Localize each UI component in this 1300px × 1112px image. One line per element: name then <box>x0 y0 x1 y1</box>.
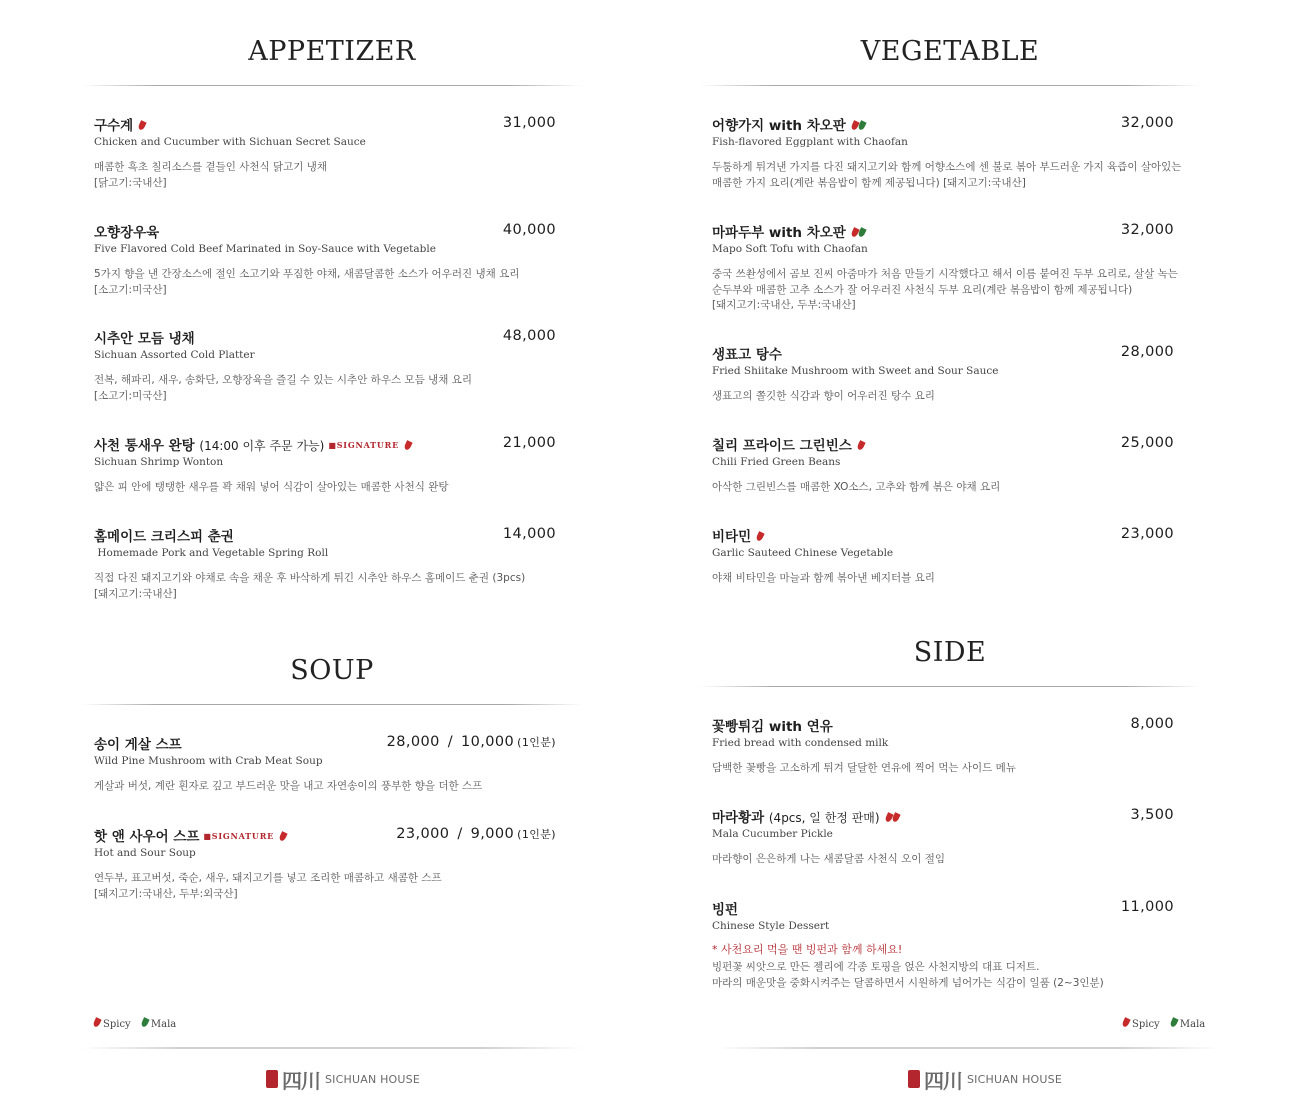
sichuan-house-logo: 四川 SICHUAN HOUSE <box>266 1068 420 1090</box>
item-description: 중국 쓰촨성에서 곰보 진씨 아줌마가 처음 만들기 시작했다고 해서 이름 붙여진 두부 요리로, 살살 녹는 순두부와 매콤한 고추 소스가 잘 어우러진 사천식 두부 요리(계란 볶음밥이 함께 제공됩니다) [돼지고기:국내산, 두부:국내산] <box>712 268 1178 311</box>
footer-divider <box>82 1047 582 1049</box>
item-english-name: Five Flavored Cold Beef Marinated in Soy-Sauce with Vegetable <box>94 243 436 255</box>
pairing-recommendation: * 사천요리 먹을 땐 빙펀과 함께 하세요! <box>712 943 903 956</box>
item-price: 21,000 <box>502 435 556 451</box>
item-price: 11,000 <box>1120 899 1174 915</box>
menu-item-shiitake-tangsu <box>712 343 1174 405</box>
item-description: 담백한 꽃빵을 고소하게 튀겨 달달한 연유에 찍어 먹는 사이드 메뉴 <box>712 762 1016 774</box>
item-english-name: Mapo Soft Tofu with Chaofan <box>712 243 868 255</box>
menu-item-pine-mushroom-soup <box>94 733 556 795</box>
item-description: 두툼하게 튀겨낸 가지를 다진 돼지고기와 함께 어향소스에 센 불로 볶아 부드러운 가지 육즙이 살아있는 매콤한 가지 요리(계란 볶음밥이 함께 제공됩니다) [돼지고기:국내산] <box>712 161 1182 189</box>
item-english-name: Homemade Pork and Vegetable Spring Roll <box>94 547 329 559</box>
item-description: 전복, 해파리, 새우, 송화단, 오향장육을 즐길 수 있는 시추안 하우스 모듬 냉채 요리 [소고기:미국산] <box>94 374 472 402</box>
red-chili-icon <box>138 120 147 131</box>
menu-item-mala-cucumber <box>712 806 1174 868</box>
item-price: 48,000 <box>502 328 556 344</box>
item-english-name: Sichuan Assorted Cold Platter <box>94 349 255 361</box>
section-divider <box>82 85 582 86</box>
item-name: 빙펀 <box>712 902 739 918</box>
item-price: 40,000 <box>502 222 556 238</box>
menu-item-fried-bread <box>712 715 1174 777</box>
signature-badge: ■SIGNATURE <box>203 831 275 841</box>
spice-legend: Spicy Mala <box>1123 1018 1205 1030</box>
item-name: 홈메이드 크리스피 춘권 <box>94 529 234 545</box>
item-price: 23,000 / 9,000 (1인분) <box>396 826 556 842</box>
section-title-appetizer: APPETIZER <box>248 36 416 67</box>
item-price: 28,000 <box>1120 344 1174 360</box>
section-title-vegetable: VEGETABLE <box>860 36 1040 67</box>
item-english-name: Hot and Sour Soup <box>94 847 196 859</box>
item-english-name: Garlic Sauteed Chinese Vegetable <box>712 547 894 559</box>
red-chili-icon <box>756 531 765 542</box>
menu-item-ohyang-jangyuk <box>94 221 556 298</box>
item-price: 31,000 <box>502 115 556 131</box>
item-description: 빙펀꽃 씨앗으로 만든 젤리에 각종 토핑을 얹은 사천지방의 대표 디저트. 마라의 매운맛을 중화시켜주는 달콤하면서 시원하게 넘어가는 식감이 일품 (2~3인분) <box>712 961 1104 989</box>
menu-item-spring-roll <box>94 525 556 602</box>
item-english-name: Wild Pine Mushroom with Crab Meat Soup <box>94 755 323 767</box>
item-name: 시추안 모듬 냉채 <box>94 331 195 347</box>
item-name: 마파두부 with 차오판 <box>712 225 865 241</box>
menu-item-gusugye <box>94 114 556 191</box>
item-description: 생표고의 쫄깃한 식감과 향이 어우러진 탕수 요리 <box>712 390 935 402</box>
sichuan-house-logo: 四川 SICHUAN HOUSE <box>908 1068 1062 1090</box>
section-title-side: SIDE <box>913 637 987 668</box>
red-chili-icon <box>856 440 865 451</box>
section-title-soup: SOUP <box>290 655 374 686</box>
green-chili-icon <box>1169 1017 1178 1028</box>
item-english-name: Sichuan Shrimp Wonton <box>94 456 224 468</box>
green-chili-icon <box>140 1017 149 1028</box>
item-name: 꽃빵튀김 with 연유 <box>712 719 833 735</box>
item-english-name: Chinese Style Dessert <box>712 920 830 932</box>
menu-item-shrimp-wonton <box>94 434 556 496</box>
red-seal-icon <box>908 1070 920 1088</box>
item-price: 23,000 <box>1120 526 1174 542</box>
item-price: 3,500 <box>1130 807 1174 823</box>
item-name: 비타민 <box>712 529 763 545</box>
red-chili-icon <box>403 440 412 451</box>
item-price: 32,000 <box>1120 115 1174 131</box>
item-price: 8,000 <box>1130 716 1174 732</box>
red-seal-icon <box>266 1070 278 1088</box>
menu-item-vitamin <box>712 525 1174 587</box>
item-price: 14,000 <box>502 526 556 542</box>
item-english-name: Fried bread with condensed milk <box>712 737 889 749</box>
signature-badge: ■SIGNATURE <box>328 440 400 450</box>
item-description: 얇은 피 안에 탱탱한 새우를 꽉 채워 넣어 식감이 살아있는 매콤한 사천식 완탕 <box>94 481 449 493</box>
menu-item-mapo-tofu <box>712 221 1178 314</box>
item-description: 아삭한 그린빈스를 매콤한 XO소스, 고추와 함께 볶은 야채 요리 <box>712 481 1001 493</box>
section-divider <box>700 686 1200 687</box>
item-description: 매콤한 흑초 칠리소스를 곁들인 사천식 닭고기 냉채 [닭고기:국내산] <box>94 161 328 189</box>
item-english-name: Fish-flavored Eggplant with Chaofan <box>712 136 908 148</box>
menu-item-bingpun <box>712 898 1174 991</box>
menu-item-assorted-cold-platter <box>94 327 556 404</box>
item-note: (4pcs, 일 한정 판매) <box>768 811 880 825</box>
section-divider <box>700 85 1200 86</box>
item-description: 5가지 향을 낸 간장소스에 절인 소고기와 푸짐한 야채, 새콤달콤한 소스가 어우러진 냉채 요리 [소고기:미국산] <box>94 268 520 296</box>
red-chili-icon <box>1121 1017 1130 1028</box>
red-chili-icon <box>92 1017 101 1028</box>
spice-legend: Spicy Mala <box>94 1018 176 1030</box>
item-name: 오향장우육 <box>94 225 160 241</box>
footer-divider <box>718 1047 1218 1049</box>
menu-item-green-beans <box>712 434 1174 496</box>
item-price: 25,000 <box>1120 435 1174 451</box>
section-divider <box>82 704 582 705</box>
item-description: 연두부, 표고버섯, 죽순, 새우, 돼지고기를 넣고 조리한 매콤하고 새콤한 스프 [돼지고기:국내산, 두부:외국산] <box>94 872 442 900</box>
item-description: 직접 다진 돼지고기와 야채로 속을 채운 후 바삭하게 튀긴 시추안 하우스 홈메이드 춘권 (3pcs) [돼지고기:국내산] <box>94 572 526 600</box>
item-english-name: Chicken and Cucumber with Sichuan Secret Sauce <box>94 136 366 148</box>
menu-item-fish-flavored-eggplant <box>712 114 1182 191</box>
item-description: 야채 비타민을 마늘과 함께 볶아낸 베지터블 요리 <box>712 572 935 584</box>
item-price: 32,000 <box>1120 222 1174 238</box>
red-chili-icon <box>278 831 287 842</box>
item-note: (14:00 이후 주문 가능) <box>199 439 325 453</box>
item-name: 사천 통새우 완탕 (14:00 이후 주문 가능) ■SIGNATURE <box>94 438 411 454</box>
item-english-name: Fried Shiitake Mushroom with Sweet and Sour Sauce <box>712 365 999 377</box>
item-name: 어향가지 with 차오판 <box>712 118 865 134</box>
item-name: 마라황과 (4pcs, 일 한정 판매) <box>712 810 899 826</box>
item-name: 칠리 프라이드 그린빈스 <box>712 438 864 454</box>
item-english-name: Mala Cucumber Pickle <box>712 828 833 840</box>
item-description: 게살과 버섯, 계란 흰자로 깊고 부드러운 맛을 내고 자연송이의 풍부한 향을 더한 스프 <box>94 780 483 792</box>
item-name: 핫 앤 사우어 스프 ■SIGNATURE <box>94 829 286 845</box>
item-price: 28,000 / 10,000 (1인분) <box>386 734 556 750</box>
item-description: 마라향이 은은하게 나는 새콤달콤 사천식 오이 절임 <box>712 853 946 865</box>
item-name: 생표고 탕수 <box>712 347 782 363</box>
item-english-name: Chili Fried Green Beans <box>712 456 841 468</box>
menu-item-hot-sour-soup <box>94 825 556 902</box>
item-name: 송이 게살 스프 <box>94 737 182 753</box>
item-name: 구수계 <box>94 118 145 134</box>
